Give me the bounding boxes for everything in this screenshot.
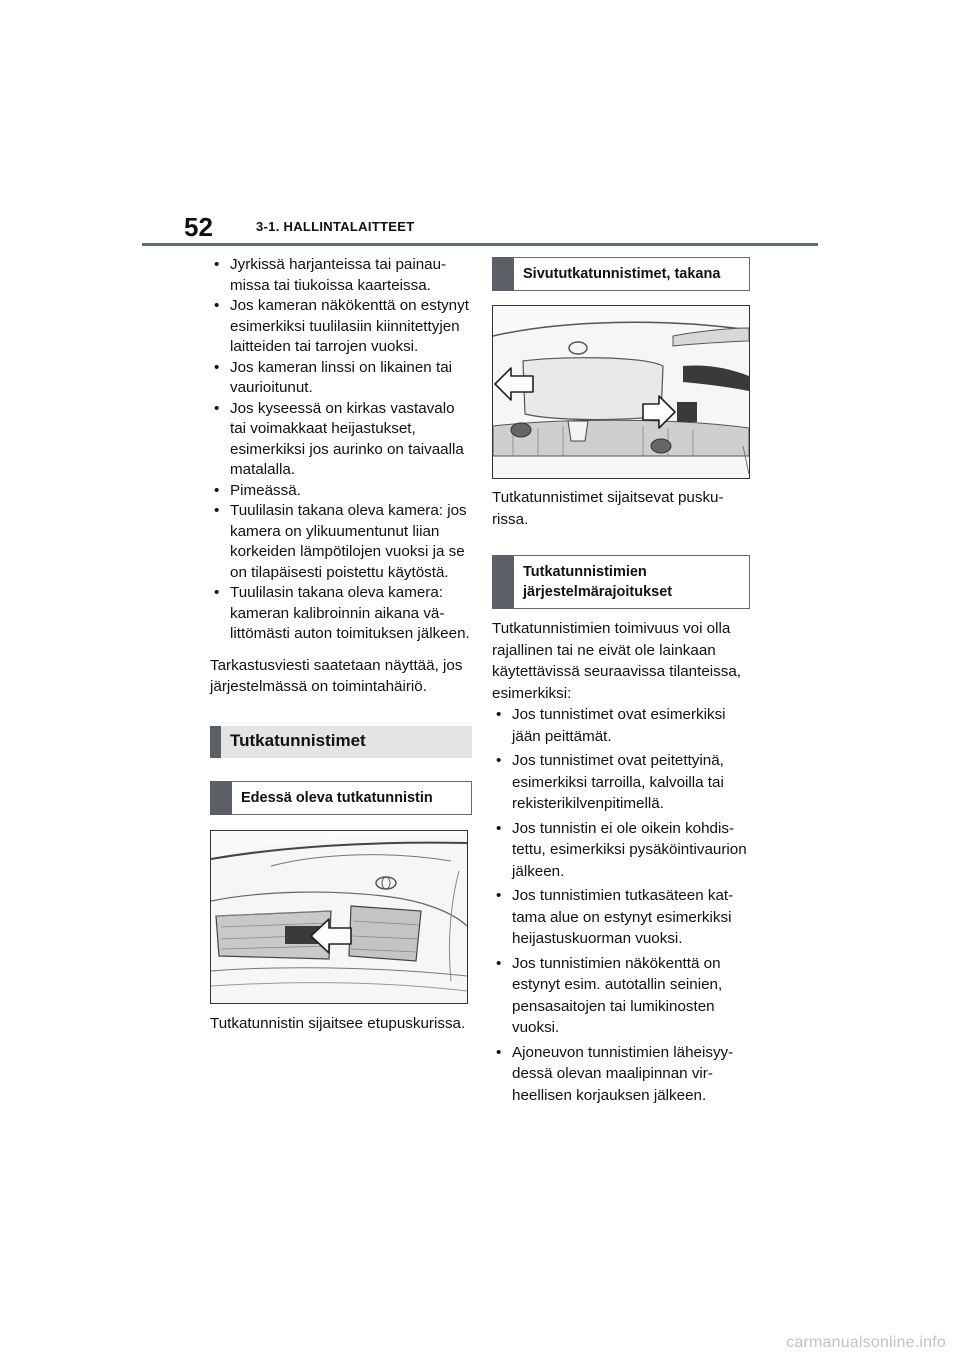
section-heading-label: Tutkatunnistimet <box>230 730 366 750</box>
rear-bumper-radar-illustration <box>493 306 749 478</box>
site-watermark: carmanualsonline.info <box>786 1334 946 1351</box>
right-column <box>492 257 754 1109</box>
radar-limitations-list <box>492 704 754 1106</box>
subheading-rear-radar <box>492 257 750 291</box>
list-item: • Jos tunnistimet ovat peitettyinä, esimerkiksi tarroilla, kalvoilla tai rekisterikilvenpitimellä. <box>492 750 754 815</box>
list-item: • Jos tunnistimet ovat esimerkiksi jään peittämät. <box>492 704 754 747</box>
rear-figure-caption: Tutkatunnistimet sijaitsevat puskurissa. <box>492 489 724 528</box>
rear-bumper-figure <box>492 305 750 479</box>
list-item: • Jos kyseessä on kirkas vastavalo tai voimakkaat heijastukset, esimerkiksi jos aurinko on taivaalla matalalla. <box>210 399 472 481</box>
front-bumper-figure <box>210 830 468 1004</box>
subheading-label: Sivututkatunnistimet, takana <box>523 266 721 282</box>
list-item: • Jyrkissä harjanteissa tai painaumissa tai tiukoissa kaarteissa. <box>210 255 472 296</box>
list-item: • Pimeässä. <box>210 481 472 502</box>
section-heading-radar-sensors <box>210 726 472 758</box>
front-bumper-radar-illustration <box>211 831 467 1003</box>
subheading-radar-limitations <box>492 555 750 609</box>
list-item: • Tuulilasin takana oleva kamera: kameran kalibroinnin aikana välittömästi auton toimituksen jälkeen. <box>210 583 472 645</box>
list-item: • Jos tunnistimien näkökenttä on estynyt esim. autotallin seinien, pensasaitojen tai lumikinosten vuoksi. <box>492 953 754 1039</box>
list-item: • Jos tunnistimien tutkasäteen kattama alue on estynyt esimerkiksi heijastuskuorman vuoksi. <box>492 885 754 950</box>
front-figure-caption: Tutkatunnistin sijaitsee etupuskurissa. <box>210 1014 466 1032</box>
list-item: • Tuulilasin takana oleva kamera: jos kamera on ylikuumentunut liian korkeiden lämpötilojen vuoksi ja se on tilapäisesti poistettu käytöstä. <box>210 501 472 583</box>
subheading-front-radar <box>210 781 472 815</box>
list-item: • Ajoneuvon tunnistimien läheisyydessä olevan maalipinnan virheellisen korjauksen jälkeen. <box>492 1042 754 1107</box>
limitations-intro: Tutkatunnistimien toimivuus voi olla rajallinen tai ne eivät ole lainkaan käytettävissä seuraavissa tilanteissa, esimerkiksi: <box>492 620 742 702</box>
list-item: • Jos kameran linssi on likainen tai vaurioitunut. <box>210 358 472 399</box>
list-item: • Jos tunnistin ei ole oikein kohdistettu, esimerkiksi pysäköintivaurion jälkeen. <box>492 818 754 883</box>
chapter-title: 3-1. HALLINTALAITTEET <box>256 219 415 234</box>
page-number: 52 <box>184 212 213 242</box>
camera-limitations-list <box>210 255 472 645</box>
malfunction-paragraph: Tarkastusviesti saatetaan näyttää, jos järjestelmässä on toimintahäiriö. <box>210 656 463 695</box>
header-divider <box>142 243 818 246</box>
list-item: • Jos kameran näkökenttä on estynyt esimerkiksi tuulilasiin kiinnitettyjen laitteiden tai tarrojen vuoksi. <box>210 296 472 358</box>
subheading-label: Edessä oleva tutkatunnistin <box>241 789 433 806</box>
subheading-label: Tutkatunnistimien järjestelmärajoitukset <box>523 564 673 600</box>
left-column <box>210 255 472 1034</box>
